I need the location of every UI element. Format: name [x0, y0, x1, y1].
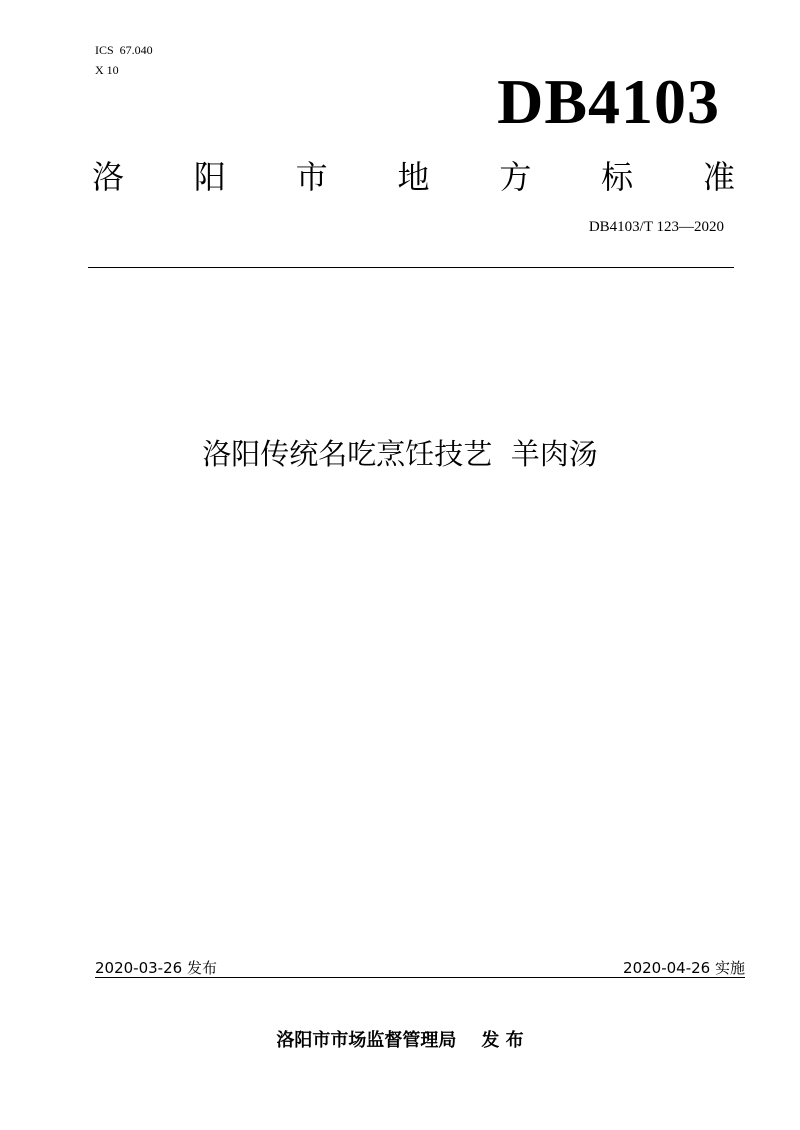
- db-code-heading: DB4103: [497, 66, 720, 137]
- implement-date: 2020-04-26 实施: [623, 959, 745, 977]
- org-name-char: 市: [295, 158, 328, 196]
- ics-block: [95, 40, 153, 80]
- publish-date: 2020-03-26 发布: [95, 959, 217, 977]
- org-name-char: 标: [601, 158, 634, 196]
- org-name-char: 准: [702, 158, 735, 196]
- ics-code: ICS 67.040: [95, 43, 153, 57]
- standard-number: DB4103/T 123—2020: [588, 219, 724, 235]
- footer-divider: [95, 977, 745, 978]
- org-name-char: 阳: [193, 158, 226, 196]
- org-name-char: 方: [499, 158, 532, 196]
- classification-code: X 10: [95, 63, 119, 77]
- org-name-char: 地: [397, 158, 430, 196]
- header-divider: [88, 267, 734, 268]
- org-name-char: 洛: [92, 158, 125, 196]
- issuer-line: 洛阳市市场监督管理局 发 布: [276, 1030, 524, 1051]
- org-name-heading: [92, 155, 735, 199]
- document-title: 洛阳传统名吃烹饪技艺 羊肉汤: [202, 437, 598, 471]
